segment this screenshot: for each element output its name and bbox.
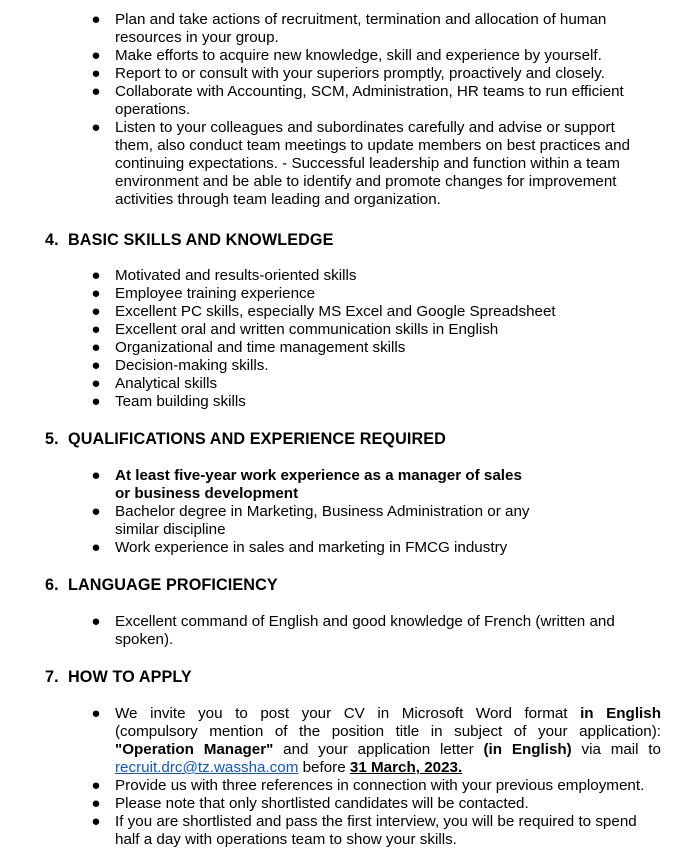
bullet: ● — [91, 375, 101, 392]
section6-list — [0, 613, 661, 649]
bullet: ● — [91, 119, 101, 136]
bullet: ● — [91, 285, 101, 302]
bullet: ● — [91, 777, 101, 794]
list-item: ● Please note that only shortlisted candidates will be contacted. — [91, 795, 529, 812]
list-item: ● Decision-making skills. — [91, 357, 269, 374]
bullet: ● — [91, 339, 101, 356]
bullet: ● — [91, 47, 101, 64]
bullet: ● — [91, 467, 101, 484]
bullet: ● — [91, 705, 101, 722]
list-item: ● Listen to your colleagues and subordinates carefully and advise or support them, also conduct team meetings to update members on best practices and continuing expectations. - Successful leadership and function within a team environment and be able to identify and promote changes for improvement activities through team leading and organization. — [91, 119, 630, 208]
bullet: ● — [91, 613, 101, 630]
list-item: ● Make efforts to acquire new knowledge, skill and experience by yourself. — [91, 47, 602, 64]
list-item: ● Excellent oral and written communication skills in English — [91, 321, 499, 338]
bullet: ● — [91, 65, 101, 82]
list-item: ● We invite you to post your CV in Microsoft Word format in English (compulsory mention of the position title in subject of your application): "Operation Manager" and your application letter (in English) via mail to recruit.drc@tz.wassha.com before 31 March, 2023. — [91, 705, 661, 776]
section3-list — [0, 11, 661, 209]
list-item: ● Employee training experience — [91, 285, 316, 302]
section7-heading: 7. HOW TO APPLY — [45, 668, 192, 686]
bullet: ● — [91, 321, 101, 338]
list-item: ● Motivated and results-oriented skills — [91, 267, 357, 284]
list-item: ● Collaborate with Accounting, SCM, Administration, HR teams to run efficient operations. — [91, 83, 624, 118]
list-item: ● Organizational and time management skills — [91, 339, 406, 356]
list-item: ● Excellent PC skills, especially MS Excel and Google Spreadsheet — [91, 303, 556, 320]
bullet: ● — [91, 11, 101, 28]
section5-heading: 5. QUALIFICATIONS AND EXPERIENCE REQUIRED — [45, 430, 446, 448]
list-item: ● At least five-year work experience as a manager of sales or business development — [91, 467, 522, 502]
list-item: ● Report to or consult with your superiors promptly, proactively and closely. — [91, 65, 605, 82]
list-item: ● Plan and take actions of recruitment, termination and allocation of human resources in your group. — [91, 11, 607, 46]
list-item: ● Analytical skills — [91, 375, 218, 392]
bullet: ● — [91, 303, 101, 320]
bullet: ● — [91, 357, 101, 374]
bullet: ● — [91, 813, 101, 830]
bullet: ● — [91, 83, 101, 100]
email-link[interactable]: recruit.drc@tz.wassha.com — [115, 759, 299, 776]
list-item: ● Bachelor degree in Marketing, Business Administration or any similar discipline — [91, 503, 530, 538]
bullet: ● — [91, 539, 101, 556]
section5-list — [0, 467, 661, 557]
section4-list — [0, 267, 661, 411]
list-item: ● Provide us with three references in connection with your previous employment. — [91, 777, 645, 794]
list-item: ● If you are shortlisted and pass the first interview, you will be required to spend half a day with operations team to show your skills. — [91, 813, 637, 848]
bullet: ● — [91, 503, 101, 520]
section6-heading: 6. LANGUAGE PROFICIENCY — [45, 576, 278, 594]
bullet: ● — [91, 393, 101, 410]
list-item: ● Team building skills — [91, 393, 246, 410]
list-item: ● Work experience in sales and marketing in FMCG industry — [91, 539, 508, 556]
section4-heading: 4. BASIC SKILLS AND KNOWLEDGE — [45, 231, 334, 249]
section7-list — [0, 705, 661, 849]
bullet: ● — [91, 795, 101, 812]
bullet: ● — [91, 267, 101, 284]
list-item: ● Excellent command of English and good knowledge of French (written and spoken). — [91, 613, 615, 648]
